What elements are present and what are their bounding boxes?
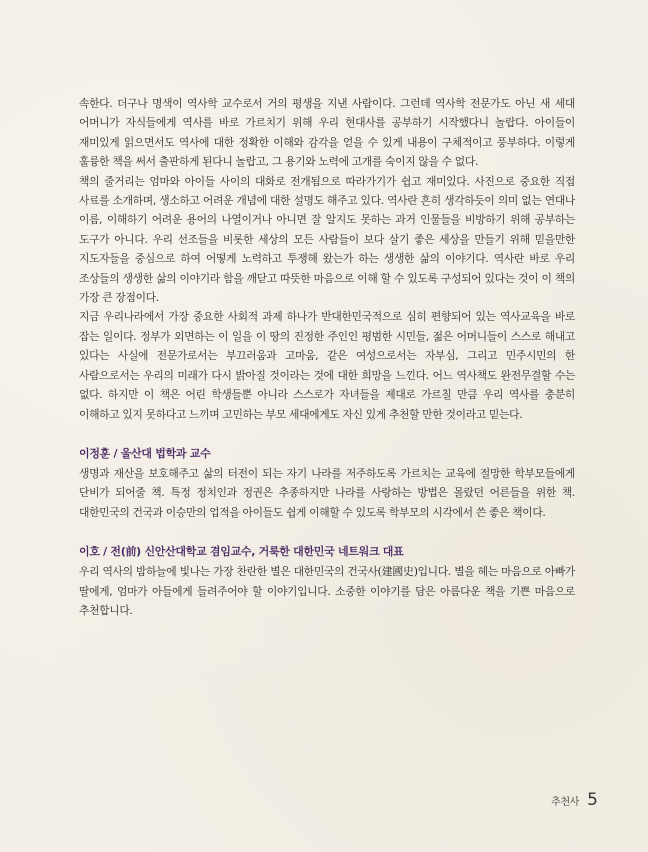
page-footer xyxy=(551,790,598,810)
footer-section-label: 추천사 xyxy=(551,797,580,808)
body-paragraph-3: 지금 우리나라에서 가장 중요한 사회적 과제 하나가 반대한민국적으로 심히 편향되어 있는 역사교육을 바로 잡는 일이다. 정부가 외면하는 이 일을 이 땅의 진정한 주인인 평범한 시민들, 젊은 어머니들이 스스로 해내고 있다는 사실에 전문가로서는 부끄러움과 고마움, 같은 여성으로서는 자부심, 그리고 민주시민의 한 사람으로서는 우리의 미래가 다시 밝아질 것이라는 것에 대한 희망을 느낀다. 어느 역사책도 완전무결할 수는 없다. 하지만 이 책은 어린 학생들뿐 아니라 스스로가 자녀들을 제대로 가르칠 만큼 우리 역사를 충분히 이해하고 있지 못하다고 느끼며 고민하는 부모 세대에게도 자신 있게 추천할 만한 것이라고 믿는다. xyxy=(79,310,575,421)
body-paragraph-2: 책의 줄거리는 엄마와 아이들 사이의 대화로 전개됨으로 따라가기가 쉽고 재미있다. 사진으로 중요한 직접 사료를 소개하며, 생소하고 어려운 개념에 대한 설명도 해주고 있다. 역사란 흔히 생각하듯이 의미 없는 연대나 이름, 이해하기 어려운 용어의 나열이거나 아니면 잘 알지도 못하는 과거 인물들을 비방하기 위해 공부하는 도구가 아니다. 우리 선조들을 비롯한 세상의 모든 사람들이 보다 살기 좋은 세상을 만들기 위해 믿을만한 지도자들을 중심으로 하여 어떻게 노력하고 투쟁해 왔는가 하는 생생한 삶의 이야기다. 역사란 바로 우리 조상들의 생생한 삶의 이야기라 함을 깨닫고 따뜻한 마음으로 이해 할 수 있도록 구성되어 있다는 것이 이 책의 가장 큰 장점이다. xyxy=(79,174,575,305)
page-content xyxy=(79,94,575,620)
recommender-text: 우리 역사의 밤하늘에 빛나는 가장 찬란한 별은 대한민국의 건국사(建國史)입니다. 별을 헤는 마음으로 아빠가 딸에게, 엄마가 아들에게 들려주어야 할 이야기입니다. 소중한 이야기를 담은 아름다운 책을 기쁜 마음으로 추천합니다. xyxy=(79,565,575,617)
recommender-section-2 xyxy=(79,542,575,620)
recommender-name: 이호 / 전(前) 신안산대학교 겸임교수, 거룩한 대한민국 네트워크 대표 xyxy=(79,545,404,559)
page-number: 5 xyxy=(587,790,598,810)
recommender-text: 생명과 재산을 보호해주고 삶의 터전이 되는 자기 나라를 저주하도록 가르치는 교육에 절망한 학부모들에게 단비가 되어줄 책. 특정 정치인과 정권은 추종하지만 나라를 사랑하는 방법은 몰랐던 어른들을 위한 책. 대한민국의 건국과 이승만의 업적을 아이들도 쉽게 이해할 수 있도록 학부모의 시각에서 쓴 좋은 책이다. xyxy=(79,466,575,519)
recommender-name: 이정훈 / 울산대 법학과 교수 xyxy=(79,446,211,460)
body-paragraph-1: 속한다. 더구나 명색이 역사학 교수로서 거의 평생을 지낸 사람이다. 그런데 역사학 전문가도 아닌 새 세대 어머니가 자식들에게 역사를 바로 가르치기 위해 우리 현대사를 공부하기 시작했다니 놀랍다. 아이들이 재미있게 읽으면서도 역사에 대한 정확한 이해와 감각을 얻을 수 있게 내용이 구체적이고 풍부하다. 이렇게 훌륭한 책을 써서 출판하게 된다니 놀랍고, 그 용기와 노력에 고개를 숙이지 않을 수 없다. xyxy=(79,97,575,169)
recommender-section-1 xyxy=(79,444,575,522)
